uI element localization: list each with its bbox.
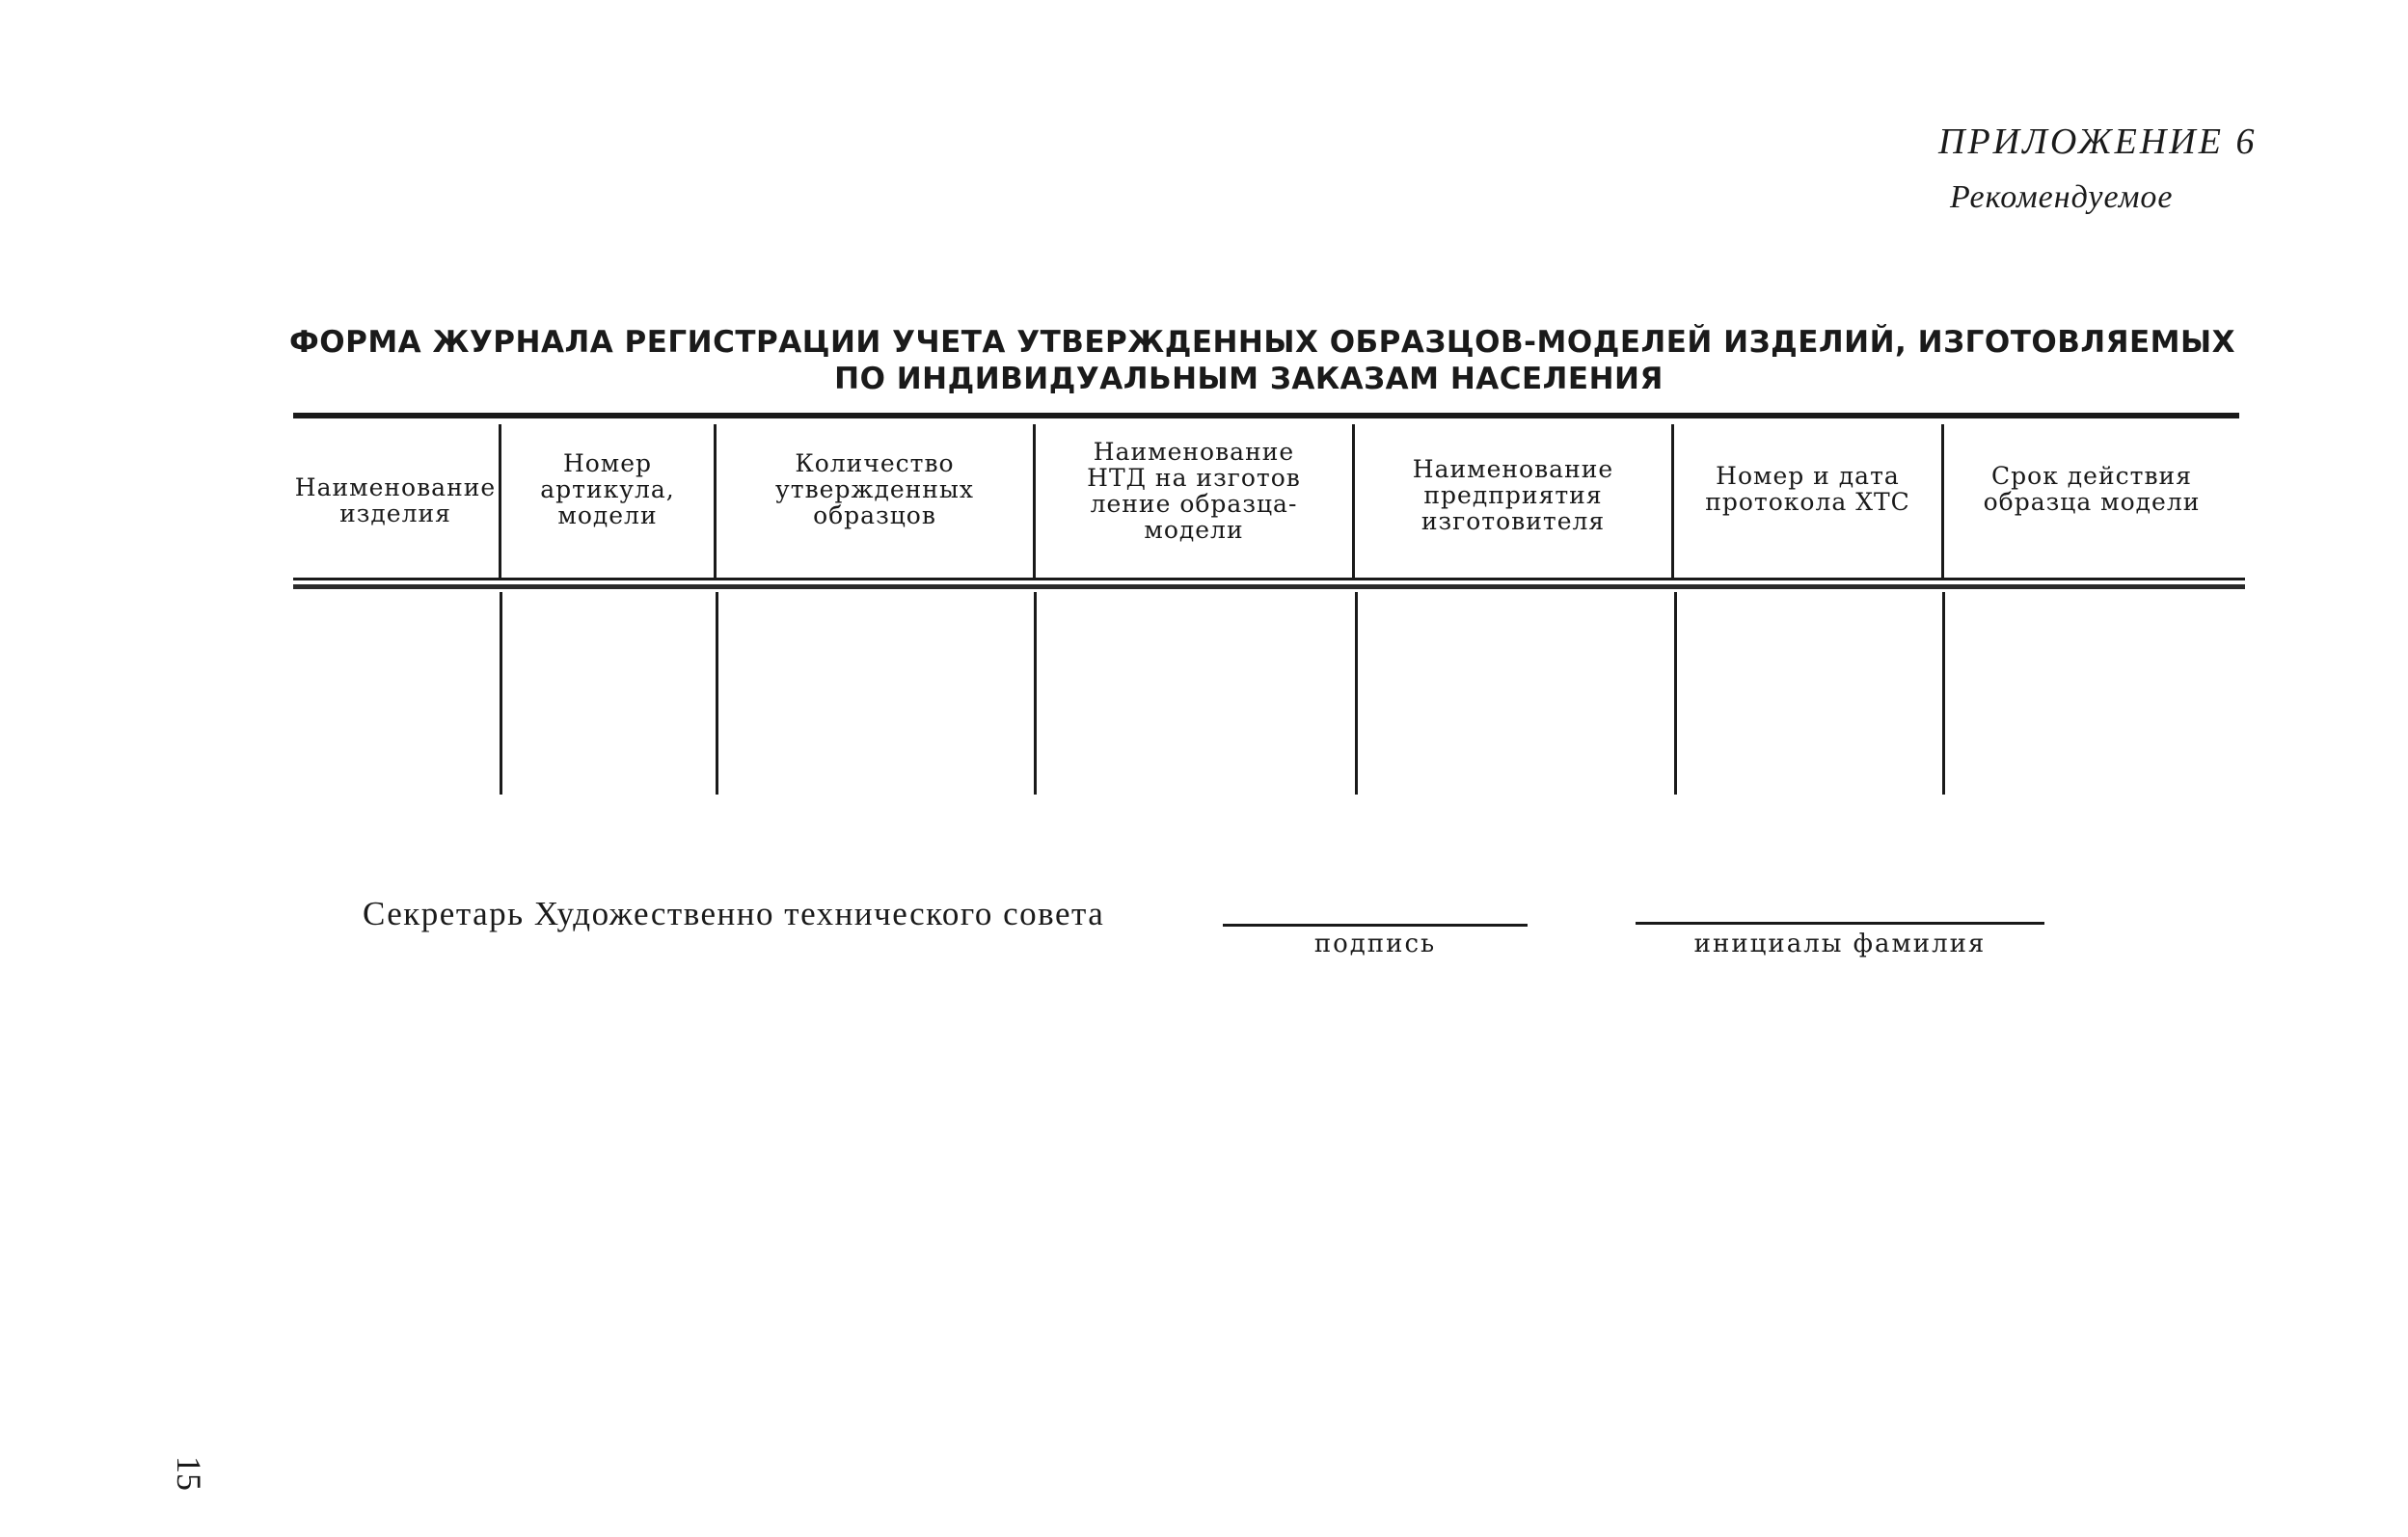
appendix-title: ПРИЛОЖЕНИЕ 6 [1938,121,2258,162]
appendix-header [1938,123,2324,214]
column-header-approved-count: Количество утвержденных образцов [775,448,974,529]
table-header-rule-double [293,584,2245,589]
column-divider [716,592,718,795]
table-header-rule [293,578,2245,580]
form-title-line-2: ПО ИНДИВИДУАЛЬНЫМ ЗАКАЗАМ НАСЕЛЕНИЯ [834,362,1664,396]
column-divider [1034,592,1037,795]
column-header-product-name: Наименование изделия [294,473,497,527]
form-title-line-1: ФОРМА ЖУРНАЛА РЕГИСТРАЦИИ УЧЕТА УТВЕРЖДЕННЫХ ОБРАЗЦОВ-МОДЕЛЕЙ ИЗДЕЛИЙ, ИЗГОТОВЛЯЕМЫХ [289,325,2235,360]
name-line [1636,922,2044,925]
register-table [293,413,2239,794]
form-title [289,324,2235,397]
signature-caption: подпись [1313,930,1437,958]
column-header-ntd-name: Наименование НТД на изготов ление образца- модели [1087,438,1301,544]
column-header-protocol: Номер и дата протокола ХТС [1705,462,1910,516]
signature-line [1223,924,1528,927]
page-number: 15 [170,1456,208,1491]
column-divider [1674,592,1677,795]
appendix-status: Рекомендуемое [1950,179,2174,215]
column-header-validity: Срок действия образца модели [1983,462,2201,516]
column-divider [500,592,502,795]
secretary-label: Секретарь Художественно технического совета [363,895,1105,932]
column-header-manufacturer: Наименование предприятия изготовителя [1412,454,1614,535]
column-divider [1942,592,1945,795]
name-caption: инициалы фамилия [1693,930,1987,958]
column-header-article-number: Номер артикула, модели [540,448,675,529]
column-divider [1355,592,1358,795]
